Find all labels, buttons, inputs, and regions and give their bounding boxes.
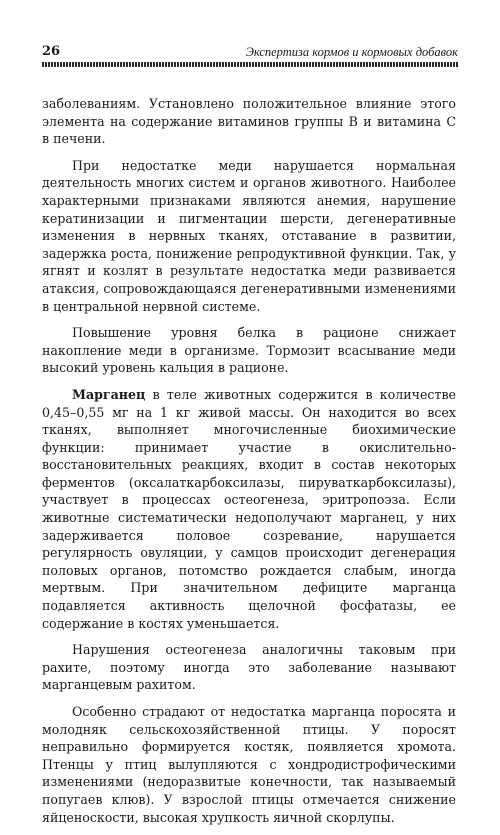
paragraph-text: Повышение уровня белка в рационе снижает накопление меди в организме. Тормозит всасывание меди высокий уровень кальция в рационе. — [42, 325, 456, 376]
paragraph-manganese — [42, 386, 456, 632]
term-manganese: Марганец — [72, 386, 146, 402]
page-header — [42, 40, 458, 62]
paragraph — [42, 703, 456, 826]
paragraph-text: в теле животных содержится в количестве 0,45–0,55 мг на 1 кг живой массы. Он находится во всех тканях, выполняет многочисленные биохимические функции: принимает участие в окислительно-восстановительных реакциях, входит в состав некоторых ферментов (оксалаткарбоксилазы, пируваткарбоксилазы), участвует в процессах остеогенеза, эритропоэза. Если животные систематически недополучают марганец, у них задерживается половое созревание, нарушается регулярность овуляции, у самцов происходит дегенерация половых органов, потомство рождается слабым, иногда мертвым. При значительном дефиците марганца подавляется активность щелочной фосфатазы, ее содержание в костях уменьшается. — [42, 386, 456, 631]
paragraph-continued — [42, 95, 456, 148]
header-rule — [42, 62, 458, 67]
paragraph — [42, 324, 456, 377]
paragraph-text: При недостатке меди нарушается нормальная деятельность многих систем и органов животного. Наиболее характерными признаками являются анемия, нарушение кератинизации и пигментации шерсти, дегенеративные изменения в нервных тканях, отставание в развитии, задержка роста, понижение репродуктивной функции. Так, у ягнят и козлят в результате недостатка меди развивается атаксия, сопровождающаяся дегенеративными изменениями в центральной нервной системе. — [42, 157, 456, 314]
running-title: Экспертиза кормов и кормовых добавок — [245, 45, 458, 59]
paragraph-text: Особенно страдают от недостатка марганца поросята и молодняк сельскохозяйственной птицы. У поросят неправильно формируется костяк, появляется хромота. Птенцы у птиц вылупляются с хондродистрофическими изменениями (недоразвитые конечности, так называемый попугаев клюв). У взрослой птицы отмечается снижение яйценоскости, высокая хрупкость яичной скорлупы. — [42, 704, 456, 825]
paragraph-text: Нарушения остеогенеза аналогичны таковым при рахите, поэтому иногда это заболевание называют марганцевым рахитом. — [42, 642, 456, 693]
paragraph — [42, 157, 456, 315]
paragraph — [42, 641, 456, 694]
paragraph-text: заболеваниям. Установлено положительное влияние этого элемента на содержание витаминов группы В и витамина С в печени. — [42, 96, 456, 147]
page-number: 26 — [42, 44, 61, 59]
page-body — [42, 95, 456, 835]
